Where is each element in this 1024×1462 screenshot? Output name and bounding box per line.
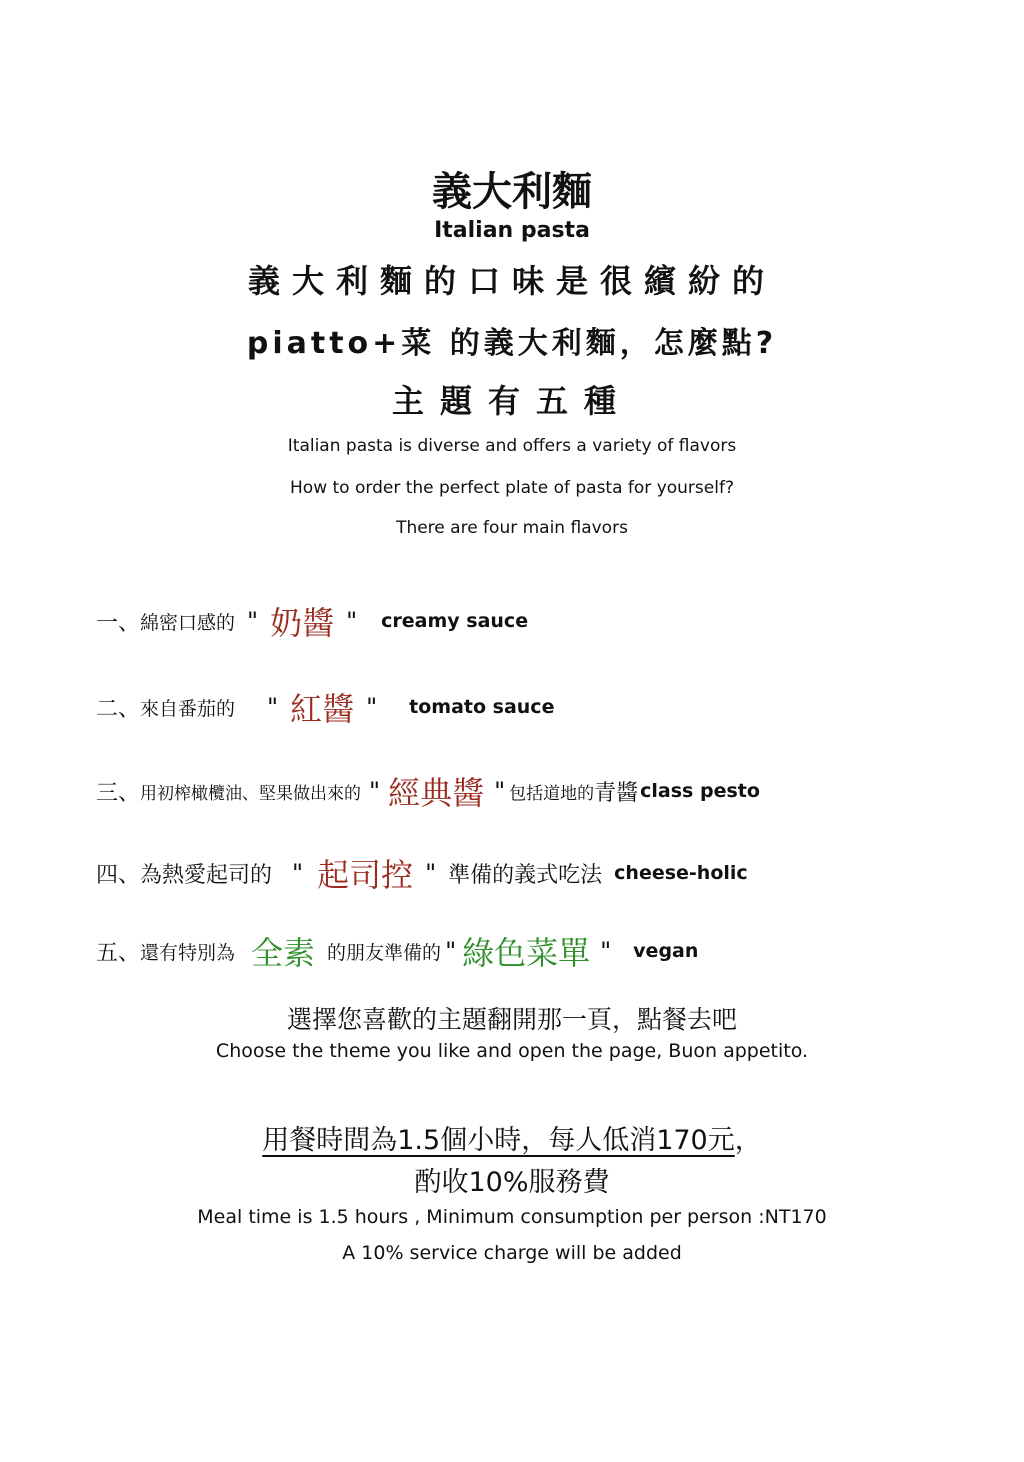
theme-number: 二、	[96, 696, 141, 722]
notice-zh-1-tail: ，	[734, 1125, 762, 1156]
quote-close: "	[600, 937, 612, 965]
intro-zh-2: piatto+菜 的義大利麵，怎麼點?	[246, 326, 778, 361]
theme-en: class pesto	[640, 780, 760, 802]
theme-desc: 綿密口感的	[140, 611, 236, 634]
page-title: 義大利麵	[432, 169, 592, 215]
intro-en-3: There are four main flavors	[396, 518, 628, 538]
quote-open: "	[267, 693, 279, 721]
theme-en: creamy sauce	[381, 610, 529, 632]
quote-open: "	[445, 937, 457, 965]
notice-zh-2: 酌收10%服務費	[414, 1167, 610, 1198]
theme-highlight-vegan: 全素	[251, 934, 316, 972]
intro-en-1: Italian pasta is diverse and offers a variety of flavors	[287, 436, 737, 456]
quote-open: "	[369, 777, 381, 805]
notice-zh-1-underlined: 用餐時間為1.5個小時，每人低消170元	[262, 1125, 735, 1156]
notice-en-2: A 10% service charge will be added	[342, 1242, 682, 1264]
quote-close: "	[494, 777, 506, 805]
theme-item-vegan	[96, 928, 698, 974]
theme-item-tomato	[96, 684, 554, 730]
intro-en-2: How to order the perfect plate of pasta for yourself?	[290, 478, 734, 498]
intro-zh-3: 主題有五種	[391, 382, 632, 420]
page-subtitle: Italian pasta	[434, 218, 590, 243]
quote-close: "	[346, 607, 358, 635]
theme-item-creamy	[96, 598, 528, 644]
theme-en: cheese-holic	[614, 862, 748, 884]
theme-name: 起司控	[317, 856, 414, 894]
theme-desc: 為熱愛起司的	[140, 862, 273, 888]
theme-desc: 還有特別為	[140, 941, 236, 964]
theme-desc: 用初榨橄欖油、堅果做出來的	[140, 783, 362, 804]
theme-name: 經典醬	[388, 774, 485, 812]
notice-zh-1	[0, 1118, 1024, 1157]
theme-suffix: 包括道地的	[509, 783, 595, 804]
quote-open: "	[247, 607, 259, 635]
theme-en: vegan	[633, 940, 699, 962]
quote-close: "	[425, 859, 437, 887]
theme-desc: 來自番茄的	[140, 697, 236, 720]
theme-item-pesto	[96, 768, 760, 814]
quote-open: "	[292, 859, 304, 887]
theme-number: 四、	[96, 862, 141, 888]
theme-number: 一、	[96, 610, 141, 636]
choose-en: Choose the theme you like and open the page, Buon appetito.	[215, 1040, 809, 1062]
theme-name: 奶醬	[270, 604, 335, 642]
theme-suffix-pesto: 青醬	[594, 780, 639, 806]
theme-number: 三、	[96, 780, 141, 806]
theme-name: 綠色菜單	[462, 934, 591, 972]
theme-name: 紅醬	[290, 690, 355, 728]
theme-en: tomato sauce	[409, 696, 555, 718]
choose-zh: 選擇您喜歡的主題翻開那一頁，點餐去吧	[286, 1005, 737, 1034]
theme-desc-2: 的朋友準備的	[327, 941, 442, 964]
notice-en-1: Meal time is 1.5 hours , Minimum consumption per person :NT170	[197, 1206, 827, 1228]
theme-number: 五、	[96, 940, 141, 966]
theme-item-cheese	[96, 850, 748, 896]
theme-suffix: 準備的義式吃法	[448, 862, 603, 888]
intro-zh-1: 義大利麵的口味是很繽紛的	[247, 262, 776, 300]
quote-close: "	[366, 693, 378, 721]
